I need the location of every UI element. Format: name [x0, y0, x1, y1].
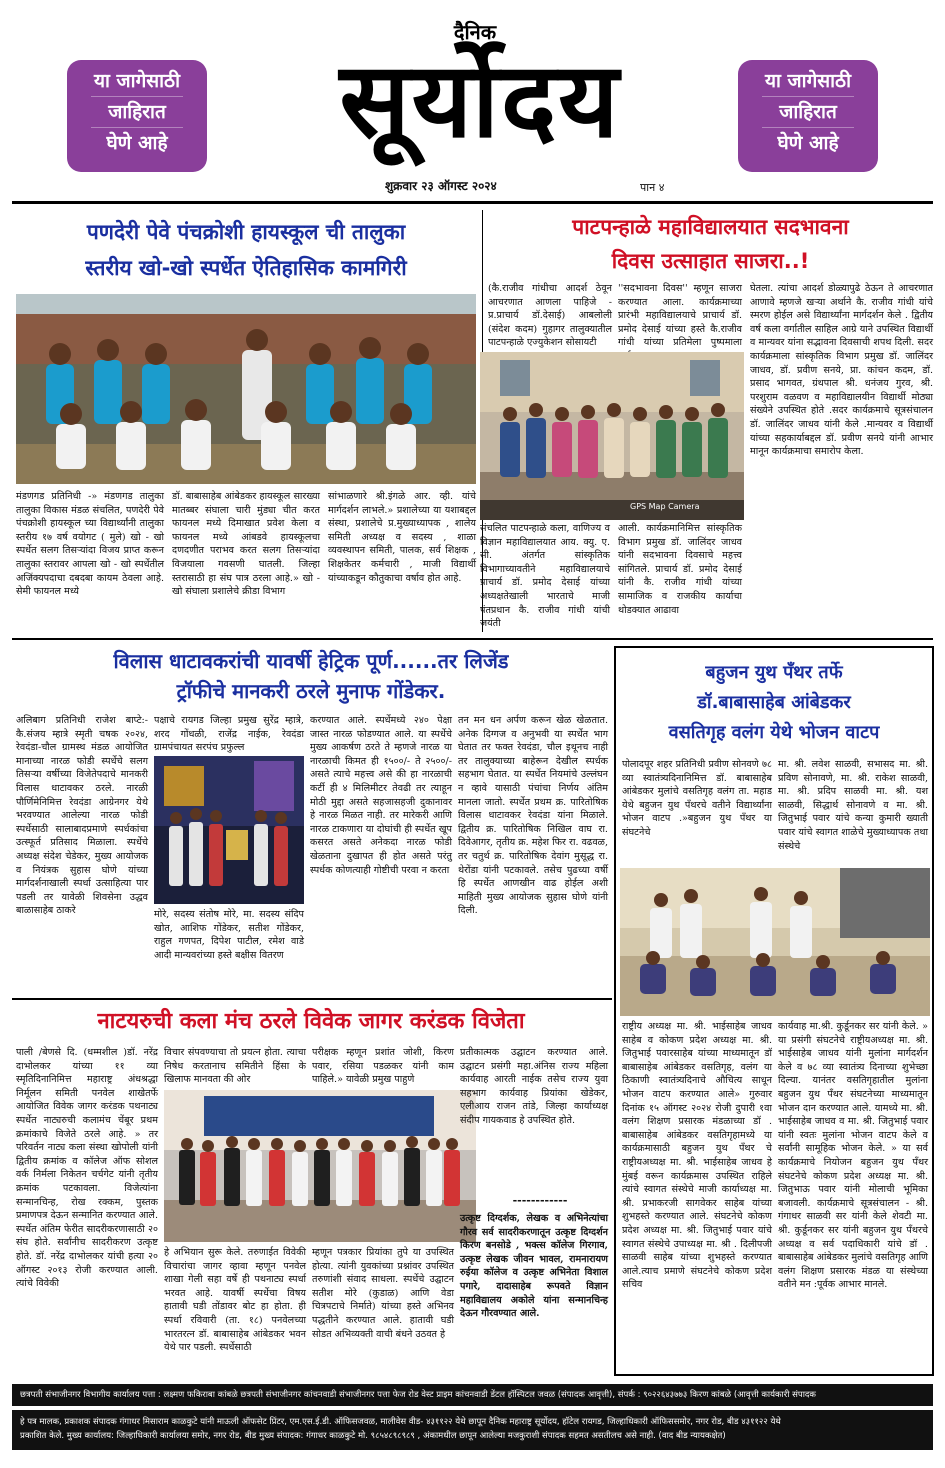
article4-col3: राष्ट्रीय अध्यक्ष मा. श्री. भाईसाहेब जाधव साहेब व कोकण प्रदेश अध्यक्ष मा. श्री. जितुभाई पवारसाहेब यांच्या माध्यमातून डॉ बाबासाहेब आंबेडकर वसतिगृह, वलंग या ठिकाणी स्वातंत्र्यदिनाचे औचित्य साधून भोजन वाटप करण्यात आले» गुरुवार दिनांक १५ ऑगस्ट २०२४ रोजी दुपारी १वा वलंग शिक्षण प्रसारक मंडळाच्या डॉ . बाबासाहेब आंबेडकर वसतिगृहामध्ये या कार्यक्रमासाठी बहुजन युथ पँथर चे राष्ट्रीयअध्यक्ष मा. श्री. भाईसाहेब जाधव हे मुंबई वरून कार्यक्रमास उपस्थित राहिले त्यांचे स्वागत संस्थेचे माजी कार्याध्यक्ष मा. श्री. प्रभाकरजी सागवेकर साहेब यांच्या शुभहस्ते करण्यात आले. संघटनेचे कोकण प्रदेश अध्यक्ष मा. श्री. जितुभाई पवार यांचे स्वागत संस्थेचे उपाध्यक्ष मा. श्री . दिलीपजी साळवी साहेब यांच्या शुभहस्ते करण्यात आले.त्याच प्रमाणे संघटनेचे कोकण प्रदेश सचिव — [622, 1021, 772, 1291]
article3-headline-line: ट्रॉफीचे मानकरी ठरले मुनाफ गोंडेकर. — [176, 679, 446, 703]
article4-photo — [620, 868, 930, 1016]
footer-publisher-bar — [12, 1410, 933, 1450]
article4-col4: कार्यवाह मा.श्री. कुर्डूनकर सर यांनी केले. » या प्रसंगी संघटनेचे राष्ट्रीयअध्यक्ष मा. श्री. भाईसाहेब जाधव यांनी मुलांना मार्गदर्शन केले व ७८ व्या स्वातंत्र्य दिनाच्या शुभेच्छा दिल्या. यानंतर वसतिगृहातील मुलांना बहुजन युथ पँथर संघटनेच्या माध्यमातून भोजन दान करण्यात आले. यामध्ये मा. श्री. भाईसाहेब जाधव व मा. श्री. जितुभाई पवार यांनी स्वतः मुलांना भोजन वाटप केले व सर्वांनी सामूहिक भोजन केले. » या सर्व कार्यक्रमाचे नियोजन बहुजन युथ पँथर संघटनेचे कोकण प्रदेश अध्यक्ष मा. श्री. जितुभाऊ पवार यांनी मोलाची भूमिका बजावली. कार्यक्रमाचे सूत्रसंचालन - श्री. गंगाधर साळवी सर यांनी केले शेवटी मा. श्री. कुर्डूनकर सर यांनी बहुजन युथ पँथरचे अध्यक्ष व सर्व पदाधिकारी यांचे डॉ . बाबासाहेब आंबेडकर मुलांचे वसतिगृह आणि वलंग शिक्षण प्रसारक मंडळ या संस्थेच्या वतीने मन :पूर्वक आभार मानले. — [778, 1021, 928, 1291]
article4-headline-line: वसतिगृह वलंग येथे भोजन वाटप — [668, 722, 880, 743]
footer-contact-bar — [12, 1384, 933, 1406]
footer-line3: प्रकाशित केले. मुख्य कार्यालय: जिल्हाधिकारी कार्यालया समोर, नगर रोड, बीड मुख्य संपादक: गंगाधर काळकुटे मो. ९८५४८९८९८९ , अंकामधील छापून आलेल्या मजकुराशी संपादक सहमत असतीलच असे नाही. (वाद बीड न्यायकक्षेत) — [20, 1431, 726, 1441]
article3-col1: अलिबाग प्रतिनिधी राजेश बाप्टे:- कै.संजय म्हात्रे स्मृती चषक २०२४, रेवदंडा-चौल ग्रामस्थ मंडळ आयोजित मानाच्या नारळ फोडी स्पर्धेचे सलग तिसऱ्या वर्षीच्या विजेतेपदाचे मानकरी विलास धाटावकर ठरले. नारळी पौर्णिमेनिमित्त रेवदंडा आग्रेनगर येथे भरवण्यात आलेल्या नारळ फोडी स्पर्धेसाठी सालाबादप्रमाणे स्पर्धकांचा उत्स्फूर्त प्रतिसाद मिळाला. स्पर्धेचे अध्यक्ष संदेश चेडेकर, मुख्य आयोजक व नियंत्रक सुहास घोणे यांच्या मार्गदर्शनाखाली स्पर्धा उत्साहित्या पार पडली तर यावेळी शिवसेना उद्धव बाळासाहेब ठाकरे — [16, 715, 148, 917]
article4-headline — [620, 658, 928, 748]
article1-photo — [16, 294, 476, 484]
article5-divider: ------------ — [512, 1194, 568, 1207]
ad-right-line: या जागेसाठी — [762, 66, 854, 97]
article5-headline: नाटयरुची कला मंच ठरले विवेक जागर करंडक विजेता — [97, 1009, 525, 1034]
ad-box-left[interactable] — [67, 60, 207, 172]
masthead-title: सूर्योदय — [339, 38, 621, 161]
article4-headline-line: बहुजन युथ पँथर तर्फे — [705, 662, 843, 683]
article4-col1: पोलादपूर शहर प्रतिनिधी प्रवीण सोनवणे ७८ व्या स्वातंत्र्यदिनानिमित्त डॉ. बाबासाहेब आंबेडकर मुलांचे वसतिगृह वलंग ता. महाड येथे बहुजन युथ पँथरचे वतीने विद्यार्थ्यांना भोजन वाटप .»बहुजन युथ पँथर या संघटनेचे — [622, 759, 772, 838]
article1-col3: सांभाळणारे श्री.इंगळे आर. व्ही. यांचे मार्गदर्शन लाभले.» प्रशालेच्या या यशाबद्दल संस्था, प्रशालेचे प्र.मुख्याध्यापक , शालेय समिती अध्यक्ष व सदस्य , शाळा व्यवस्थापन समिती, पालक, सर्व शिक्षक , शिक्षकेतर कर्मचारी , माजी विद्यार्थी यांच्याकडून कौतुकाचा वर्षाव होत आहे. — [328, 491, 476, 584]
article2-col2: ''सदभावना दिवस'' म्हणून साजरा करण्यात आला. कार्यक्रमाच्या प्रारंभी महाविद्यालयाचे प्राचार्य डॉ. प्रमोद देसाई यांच्या हस्ते कै.राजीव गांधी यांच्या प्रतिमेला पुष्पमाला — [618, 283, 742, 349]
article2-under1: संचलित पाटपन्हाळे कला, वाणिज्य व विज्ञान महाविद्यालयात आय. क्यु. ए. सी. अंतर्गत सांस्कृतिक विभागाच्यावतीने महाविद्यालयाचे प्राचार्य डॉ. प्रमोद देसाई यांच्या अध्यक्षतेखाली भारताचे माजी पंतप्रधान कै. राजीव गांधी यांची जयंती — [480, 523, 610, 630]
article1-headline — [16, 214, 476, 286]
trophy-ceremony-photo — [154, 756, 304, 904]
article5-col4b: उत्कृष्ट दिग्दर्शक, लेखक व अभिनेत्यांचा गौरव सर्व सादरीकरणातून उत्कृष्ट दिग्दर्शन किरण बनसोडे , भक्त्स कॉलेज गिरगाव, उत्कृष्ट लेखक जीवन भावल, रामनारायण रुईया कॉलेज व उत्कृष्ट अभिनेता विशाल पगारे, दादासाहेब रूपवते विज्ञान महाविद्यालय अकोले यांना सन्मानचिन्ह देऊन गौरवण्यात आले. — [460, 1213, 608, 1320]
ad-right-line: घेणे आहे — [777, 132, 839, 154]
article1-col2: डॉ. बाबासाहेब आंबेडकर हायस्कूल सारख्या मातब्बर संघाला चारी मुंड्या चीत करत फायनल मध्ये दिमाखात प्रवेश केला व फायनल मध्ये आंबडवे हायस्कूलचा दणदणीत पराभव करत सलग तिसऱ्यांदा विजयाला गवसणी घातली. जिल्हा स्तरासाठी हा संघ पात्र ठरला आहे.» खो - खो संघाला प्रशालेचे क्रीडा विभाग — [172, 491, 320, 598]
ad-right-line: जाहिरात — [762, 97, 854, 128]
article5-col2a: विचार संपवण्याचा तो प्रयत्न होता. त्याचा निषेध करतानाच समितीने हिंसा के खिलाफ मानवता की ओर — [164, 1047, 306, 1086]
article3-photo — [154, 756, 304, 904]
food-distribution-photo — [620, 868, 930, 1016]
college-event-photo — [480, 352, 744, 520]
article1-headline-line: पणदेरी पेवे पंचक्रोशी हायस्कूल ची तालुका — [86, 220, 406, 244]
article5-col3b: म्हणून पत्रकार प्रियांका तुपे या उपस्थित होत्या. त्यांनी युवकांच्या प्रश्नांवर उपस्थित तरुणांशी संवाद साधला. स्पर्धेचे उद्घाटन सतीश मोरे (कुडाळ) आणि वेडा चित्रपटाचे निर्माते) यांच्या हस्ते अभिनव पद्धतीने करण्यात आले. हातावी घडी सोडत अभिव्यक्ती वाची बंधने उठवत हे — [312, 1247, 454, 1340]
article3-col2b: मोरे, सदस्य संतोष मोरे, मा. सदस्य संदिप खोत, आशिफ गोंडेकर, सतीश गोंडेकर, राहुल गणपत, दिपेश पाटील, रमेश वाडे आदी मान्यवरांच्या हस्ते बक्षीस वितरण — [154, 909, 304, 961]
article3-headline — [16, 646, 606, 706]
article3-headline-line: विलास धाटावकरांची यावर्षी हेट्रिक पूर्ण......तर लिजेंड — [113, 649, 509, 673]
section-rule — [12, 638, 933, 640]
masthead-rule — [12, 201, 933, 204]
ad-box-right[interactable] — [738, 60, 878, 172]
article5-photo — [164, 1090, 476, 1242]
article4-headline-line: डॉ.बाबासाहेब आंबेडकर — [697, 692, 851, 713]
footer-line2: हे पत्र मालक, प्रकाशक संपादक गंगाधर मिसाराम काळकुटे यांनी माऊली ऑफसेट प्रिंटर, एम.एस.ई.डी. ऑफिसजवळ, मालीवेस वीड- ४३११२२ येथे छापून दैनिक महाराष्ट्र सूर्योदय, हॉटेल रायगड, जिल्हाधिकारी ऑफिससमोर, नगर रोड, बीड ४३११२२ येथे — [20, 1417, 781, 1427]
page-number: पान ४ — [640, 181, 665, 194]
article5-col4a: प्रतीकात्मक उद्घाटन करण्यात आले. उद्घाटन प्रसंगी महा.अंनिस राज्य महिला कार्यवाह आरती नाईक तसेच राज्य युवा सहभाग कार्यवाह प्रियांका खेडेकर, एलीआय राजन तांडे, जिल्हा कार्याध्यक्ष संदीप गायकवाड हे उपस्थित होते. — [460, 1047, 608, 1126]
section-rule — [12, 998, 612, 1000]
ad-left-line: घेणे आहे — [106, 132, 168, 154]
kho-kho-team-photo — [16, 294, 476, 484]
article2-under2: आली. कार्यक्रमानिमित्त सांस्कृतिक विभाग प्रमुख डॉ. जालिंदर जाधव यांनी सदभावना दिवसाचे महत्त्व सांगितले. प्राचार्य डॉ. प्रमोद देसाई यांनी कै. राजीव गांधी यांच्या सामाजिक व राजकीय कार्याचा थोडक्यात आढावा — [618, 523, 742, 616]
drama-group-photo — [164, 1090, 476, 1242]
article1-headline-line: स्तरीय खो-खो स्पर्धेत ऐतिहासिक कामगिरी — [85, 256, 407, 280]
article3-col4: तन मन धन अर्पण करून खेळ खेळतात. अनेक दिग्गज व अनुभवी या स्पर्धेत भाग घेतात तर फक्त रेवदंडा, चौल इथूनच नाही तर तालुक्याच्या बाहेरून देखील स्पर्धक सहभाग घेतात. या स्पर्धेत नियमांचे उल्लंघन न व्हावे यासाठी पंचांचा निर्णय अंतिम मानला जातो. स्पर्धेत प्रथम क्र. पारितोषिक विलास धाटावकर रेवदंडा यांना मिळाले. द्वितीय क्र. पारितोषिक निखिल वाघ रा. दिवेआगर, तृतीय क्र. महेश फिर रा. वढवळ, तर चतुर्थ क्र. पारितोषिक देवांग मुसूद्ध रा. थेरोंडा यांनी पटकावले. तसेच पुढच्या वर्षी हि स्पर्धेत आणखीन वाढ होईल अशी माहिती मुख्य आयोजक सुहास घोणे यांनी दिली. — [458, 715, 608, 917]
article2-headline — [488, 210, 933, 278]
article2-headline-line: दिवस उत्साहात साजरा..! — [611, 249, 810, 273]
footer-line1: छत्रपती संभाजीनगर विभागीय कार्यालय पत्ता : लक्ष्मण फकिराबा कांबळे छत्रपती संभाजीनगर कांचनवाडी संभाजीनगर पत्ता फेज रोड वेस्ट प्राइम कांचनवाडी डेंटल हॉस्पिटल जवळ (संपादक आवृत्ती), संपर्क : ९०२२६४३७७३ किरण कांबळे (आवृत्ती कार्यकारी संपादक — [20, 1390, 816, 1400]
article5-col1: पाली /बेणसे दि. (धम्मशील )डॉ. नरेंद्र दाभोलकर यांच्या ११ व्या स्मृतिदिनानिमित्त महाराष्ट्र अंधश्रद्धा निर्मूलन समिती पनवेल शाखेतर्फे आयोजित विवेक जागर करंडक पथनाट्य स्पर्धेत नाट्यरुची कलामंच चेंबूर प्रथम क्रमांकाचे विजेते ठरले आहे. » तर परिवर्तन नाट्य कला संस्था खोपोली यांनी द्वितीय क्रमांक व कॉलेज ऑफ सोशल वर्क निर्मला निकेतन चर्चगेट यांनी तृतीय क्रमांक पटकावला. विजेत्यांना सन्मानचिन्ह, रोख रक्कम, पुस्तक प्रमाणपत्र देऊन सन्मानित करण्यात आले. स्पर्धेत अंतिम फेरीत सादरीकरणासाठी २० संघ होते. सर्वांनीच सादरीकरण उत्कृष्ट होते. डॉ. नरेंद्र दाभोलकर यांची हत्या २० ऑगस्ट २०१३ रोजी करण्यात आली. त्यांचे विवेकी — [16, 1047, 158, 1290]
article2-col3: घेतला. त्यांचा आदर्श डोळ्यापुढे ठेऊन ते आचरणात आणावे म्हणजे खऱ्या अर्थाने कै. राजीव गांधी यांचे स्मरण होईल असे विद्यार्थ्यांना मार्गदर्शन केले . द्वितीय वर्ष कला वर्गातील साहिल आग्रे याने उपस्थित विद्यार्थी व मान्यवर यांना सद्भावना दिवसाची शपथ दिली. सदर कार्यक्रमाला सांस्कृतिक विभाग प्रमुख डॉ. जालिंदर जाधव, डॉ. प्रवीण सनये, प्रा. कांचन कदम, डॉ. प्रसाद भागवत, ग्रंथपाल श्री. धनंजय गुरव, श्री. परशुराम वळवण व महाविद्यालयीन विद्यार्थी मोठ्या संख्येने उपस्थित होते .सदर कार्यक्रमाचे सूत्रसंचालन डॉ. जालिंदर जाधव यांनी केले .मान्यवर व विद्यार्थी यांच्या सहकार्याबद्दल डॉ. प्रवीण सनये यांनी आभार मानून कार्यक्रमाचा समारोप केला. — [750, 283, 933, 458]
masthead-date: शुक्रवार २३ ऑगस्ट २०२४ — [385, 179, 497, 193]
masthead-small-title: दैनिक — [453, 20, 497, 44]
article5-col2b: हे अभियान सुरू केले. तरुणाईत विवेकी विचारांचा जागर व्हावा म्हणून पनवेल शाखा गेली सहा वर्षे ही पथनाट्य स्पर्धा भरवत आहे. यावर्षी स्पर्धेचा विषय हातावी घडी तोंडावर बोट हा होता. ही स्पर्धा रविवारी (ता. १८) पनवेलच्या भारतरत्न डॉ. बाबासाहेब आंबेडकर भवन येथे पार पडली. स्पर्धेसाठी — [164, 1247, 306, 1354]
ad-left-line: जाहिरात — [91, 97, 183, 128]
article2-col1: (कै.राजीव गांधीचा आदर्श ठेवून आचरणात आणला पाहिजे - प्र.प्राचार्य डॉ.देसाई) आबलोली (संदेश कदम) गुहागर तालुक्यातील पाटपन्हाळे एज्युकेशन सोसायटी — [488, 283, 612, 349]
article3-col3: करण्यात आले. स्पर्धेमध्ये २४० पेक्षा जास्त नारळ फोडण्यात आले. या स्पर्धेचे मुख्य आकर्षण ठरते ते म्हणजे नारळ या नारळाची किमत ही १५००/- ते २५००/- असते त्याचे महत्त्व असे की हा नारळाची कर्टी ही ४ मिलिमीटर तेवढी तर त्याहून मोठी मुद्दा असते सहजासहजी दुकानावर हे नारळ मिळत नाही. तर मारेकरी आणि नारळ टाकणारा या दोघांची ही स्पर्धेत खूप कसरत असते अनेकदा नारळ फोडी खेळताना दुखापत ही होत असते परंतु स्पर्धक कोणत्याही गोष्टीची परवा न करता — [310, 715, 452, 876]
article4-col2: मा. श्री. लवेश साळवी, सभासद मा. श्री. प्रविण सोनावणे, मा. श्री. राकेश साळवी, मा. श्री. प्रदिप साळवी मा. श्री. यश साळवी, सिद्धार्थ सोनावणे व मा. श्री. जितुभाई पवार यांचे कन्या कुमारी ख्याती पवार यांचे स्वागत शाळेचे मुख्याध्यापक तथा संस्थेचे — [778, 759, 928, 852]
article1-col1: मंडणगड प्रतिनिधी -» मंडणगड तालुका तालुका विकास मंडळ संचलित, पणदेरी पेवे पंचक्रोशी हायस्कूल च्या विद्यार्थ्यांनी तालुका स्तरीय १७ वर्ष वयोगट ( मुले) खो - खो स्पर्धेत सलग तिसऱ्यांदा विजय प्राप्त करून तालुका स्तरावर आपला खो - खो स्पर्धेतील अजिंक्यपदाचा दबदबा कायम ठेवला आहे. सेमी फायनल मध्ये — [16, 491, 164, 598]
article2-photo — [480, 352, 744, 520]
article3-col2: पक्षाचे रायगड जिल्हा प्रमुख सुरेंद्र म्हात्रे, शरद गोंधळी, राजेंद्र नाईक, रेवदंडा ग्रामपंचायत सरपंच प्रफुल्ल — [154, 715, 304, 754]
article5-col3a: परीक्षक म्हणून प्रशांत जोशी, किरण पवार, रसिया पडळकर यांनी काम पाहिले.» यावेळी प्रमुख पाहुणे — [312, 1047, 454, 1086]
gps-camera-tag: GPS Map Camera — [630, 502, 700, 511]
article2-headline-line: पाटपन्हाळे महाविद्यालयात सदभावना — [572, 215, 849, 239]
ad-left-line: या जागेसाठी — [91, 66, 183, 97]
